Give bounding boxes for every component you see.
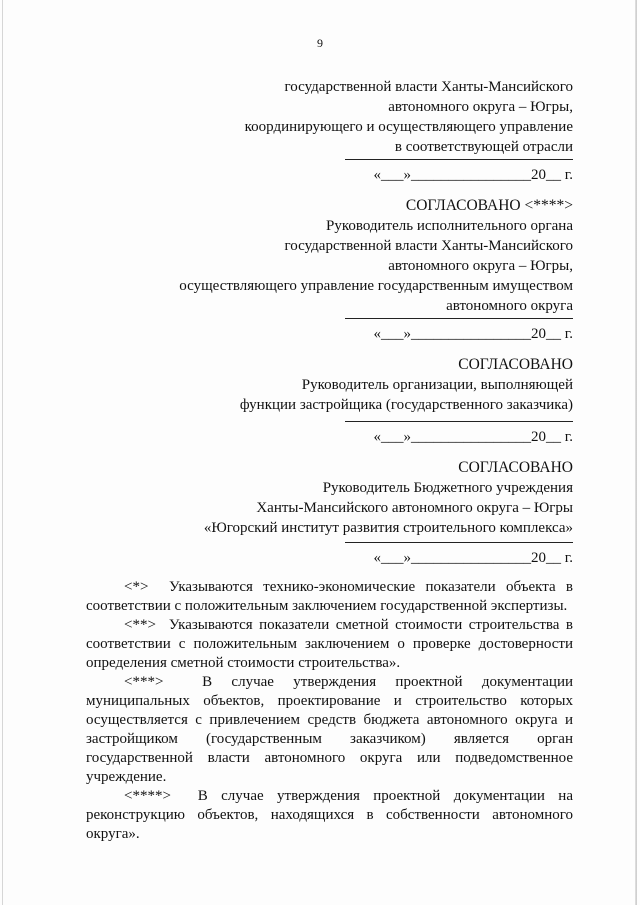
footnote-label: <*> (124, 579, 149, 595)
footnote-text: В случае утверждения проектной документации на реконструкцию объектов, находящихся в собственности автономного округа». (86, 788, 573, 842)
date-field: «___»________________20__ г. (373, 429, 573, 445)
footnote-label: <***> (124, 674, 164, 690)
block-line: автономного округа – Югры, (388, 99, 573, 115)
date-field: «___»________________20__ г. (373, 326, 573, 342)
approval-block-developer (240, 355, 573, 415)
block-line: Руководитель Бюджетного учреждения (322, 480, 573, 496)
block-line: автономного округа – Югры, (388, 258, 573, 274)
footnote-label: <**> (124, 617, 156, 633)
signature-date-line (345, 413, 573, 449)
block-line: функции застройщика (государственного заказчика) (239, 397, 573, 413)
block-line: Руководитель исполнительного органа (325, 218, 573, 234)
footnote (86, 578, 573, 616)
block-line: координирующего и осуществляющего управление (244, 119, 573, 135)
signature-rule (345, 318, 573, 319)
signature-date-line (345, 534, 573, 570)
footnote-label: <****> (124, 788, 171, 804)
block-line: в соответствующей отрасли (394, 139, 573, 155)
block-line: осуществляющего управление государственным имуществом (179, 278, 573, 294)
footnote-text: Указываются технико-экономические показатели объекта в соответствии с положительным заключением государственной экспертизы. (86, 579, 573, 614)
block-line: государственной власти Ханты-Мансийского (284, 238, 573, 254)
signature-date-line (345, 310, 573, 346)
scan-edge-left (2, 0, 3, 905)
footnotes (86, 578, 573, 844)
block-line: Ханты-Мансийского автономного округа – Югры (256, 500, 573, 516)
approval-heading: СОГЛАСОВАНО (458, 459, 573, 476)
footnote-text: Указываются показатели сметной стоимости строительства в соответствии с положительным заключением о проверке достоверности определения сметной стоимости строительства». (86, 617, 573, 671)
date-field: «___»________________20__ г. (373, 167, 573, 183)
scan-edge-right (635, 0, 637, 905)
signature-rule (345, 421, 573, 422)
footnote (86, 673, 573, 787)
page-number: 9 (317, 36, 323, 50)
signature-rule (345, 159, 573, 160)
approval-block-property (179, 196, 573, 316)
block-line: «Югорский институт развития строительного комплекса» (203, 520, 573, 536)
approval-block-institute (204, 458, 573, 538)
footnote-text: В случае утверждения проектной документации муниципальных объектов, проектирование и строительство которых осуществляется с привлечением средств бюджета автономного округа и застройщиком (государственным заказчиком) является орган государственной власти автономного округа или подведомственное учреждение. (86, 674, 573, 785)
signature-rule (345, 542, 573, 543)
block-line: Руководитель организации, выполняющей (301, 377, 573, 393)
approval-heading: СОГЛАСОВАНО <****> (405, 197, 573, 214)
signature-date-line (345, 151, 573, 187)
approval-block-continuation (245, 77, 573, 157)
block-line: автономного округа (446, 298, 573, 314)
approval-heading: СОГЛАСОВАНО (458, 356, 573, 373)
block-line: государственной власти Ханты-Мансийского (284, 79, 573, 95)
date-field: «___»________________20__ г. (373, 550, 573, 566)
footnote (86, 616, 573, 673)
footnote (86, 787, 573, 844)
